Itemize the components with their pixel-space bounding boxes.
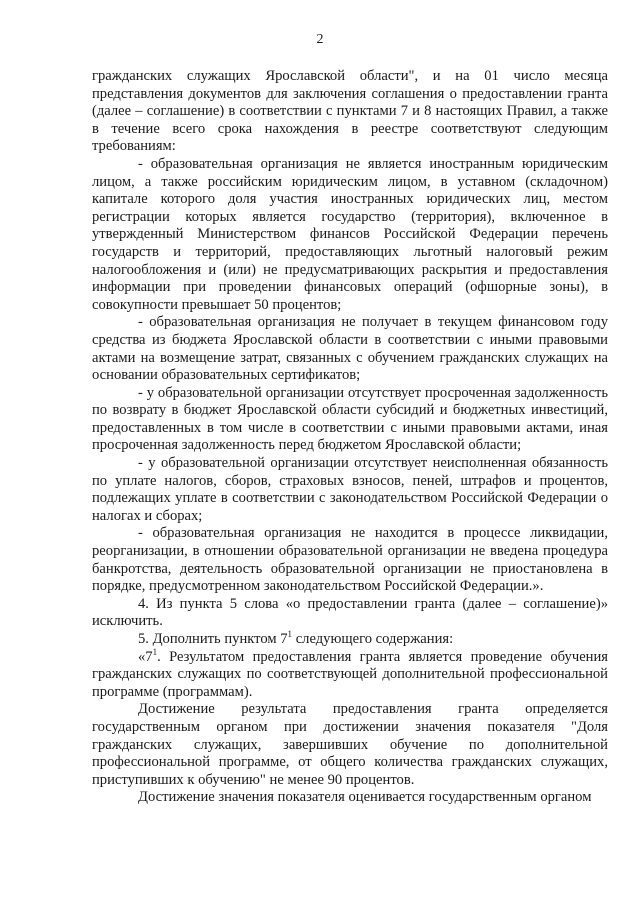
paragraph: 4. Из пункта 5 слова «о предоставлении гранта (далее – соглашение)» исключить. <box>92 595 608 630</box>
paragraph: «$7^1$. Результатом предоставления гранта является проведение обучения гражданских служащих по соответствующей дополнительной профессиональной программе (программам). <box>92 646 608 700</box>
paragraph: - образовательная организация не находится в процессе ликвидации, реорганизации, в отношении образовательной организации не введена процедура банкротства, деятельность образовательной организации не приостановлена в порядке, предусмотренном законодательством Российской Федерации.». <box>92 525 608 595</box>
paragraph: - у образовательной организации отсутствует неисполненная обязанность по уплате налогов, сборов, страховых взносов, пеней, штрафов и процентов, подлежащих уплате в соответствии с законодательством Российской Федерации о налогах и сборах; <box>92 455 608 524</box>
paragraph: 5. Дополнить пунктом $7^1$ следующего содержания: <box>138 629 454 647</box>
paragraph: Достижение результата предоставления гранта определяется государственным органом при достижении значения показателя "Доля гражданских служащих, завершивших обучение по дополнительной профессиональной программе, от общего количества гражданских служащих, приступивших к обучению" не менее 90 процентов. <box>92 701 608 788</box>
paragraph: гражданских служащих Ярославской области", и на 01 число месяца представления документов для заключения соглашения о предоставлении гранта (далее – соглашение) в соответствии с пунктами 7 и 8 настоящих Правил, а также в течение всего срока нахождения в реестре соответствуют следующим требованиям: <box>92 68 608 155</box>
page-number: 2 <box>316 32 324 47</box>
paragraph: - образовательная организация не получает в текущем финансовом году средства из бюджета Ярославской области в соответствии с иными правовыми актами на возмещение затрат, связанных с обучением гражданских служащих на основании образовательных сертификатов; <box>92 314 608 384</box>
paragraph: - у образовательной организации отсутствует просроченная задолженность по возврату в бюджет Ярославской области субсидий и бюджетных инвестиций, предоставленных в том числе в соответствии с иными правовыми актами, иная просроченная задолженность перед бюджетом Ярославской области; <box>92 384 608 454</box>
document-body <box>92 68 608 807</box>
paragraph: Достижение значения показателя оценивается государственным органом <box>138 789 592 806</box>
paragraph: - образовательная организация не является иностранным юридическим лицом, а также российским юридическим лицом, в уставном (складочном) капитале которого доля участия иностранных юридических лиц, местом регистрации которых является государство (территория), включенное в утвержденный Министерством финансов Российской Федерации перечень государств и территорий, предоставляющих льготный налоговый режим налогообложения и (или) не предусматривающих раскрытия и предоставления информации при проведении финансовых операций (офшорные зоны), в совокупности превышает 50 процентов; <box>92 155 608 313</box>
